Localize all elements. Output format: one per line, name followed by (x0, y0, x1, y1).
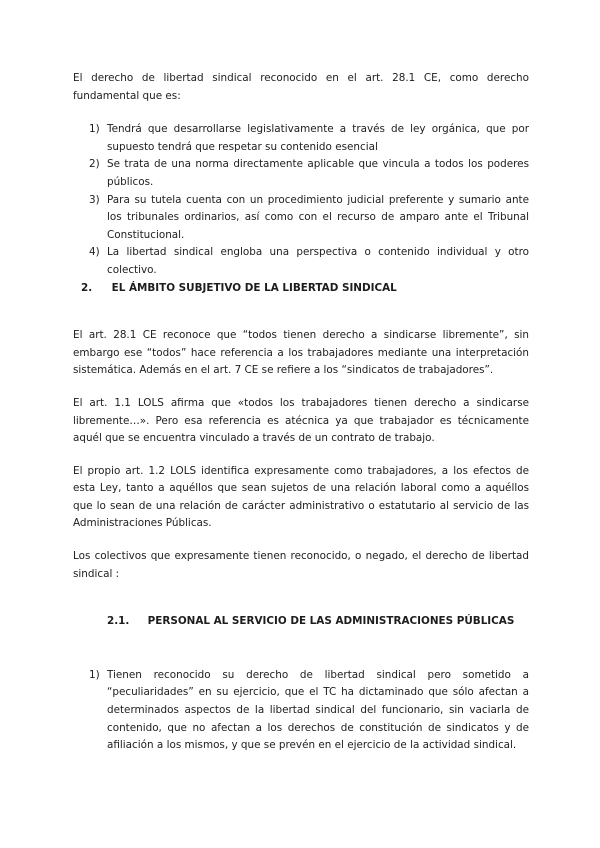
section-heading (73, 280, 529, 298)
list-item-number: 1) (89, 668, 100, 681)
subsection-title: PERSONAL AL SERVICIO DE LAS ADMINISTRACIONES PÚBLICAS (147, 615, 515, 628)
subsection-number: 2.1. (107, 615, 130, 628)
public-staff-list (73, 667, 529, 755)
body-paragraph: El propio art. 1.2 LOLS identifica expresamente como trabajadores, a los efectos de esta Ley, tanto a aquéllos que sean sujetos de una relación laboral como a aquéllos que lo sean de una relación de carácter administrativo o estatutario al servicio de las Administraciones Públicas. (73, 464, 529, 530)
list-item (73, 667, 529, 755)
list-item-text: Se trata de una norma directamente aplicable que vincula a todos los poderes públicos. (107, 158, 529, 188)
document-page (73, 70, 529, 755)
body-paragraph: Los colectivos que expresamente tienen reconocido, o negado, el derecho de libertad sindical : (73, 550, 529, 580)
list-item-text: Tienen reconocido su derecho de libertad sindical pero sometido a “peculiaridades” en su ejercicio, que el TC ha dictaminado que sólo afectan a determinados aspectos de la libertad sindical del funcionario, sin vaciarla de contenido, que no afectan a los derechos de constitución de sindicatos y de afiliación a los mismos, y que se prevén en el ejercicio de la actividad sindical. (107, 668, 529, 752)
list-item (73, 156, 529, 191)
list-item-number: 4) (89, 246, 100, 259)
intro-paragraph: El derecho de libertad sindical reconocido en el art. 28.1 CE, como derecho fundamental que es: (73, 72, 529, 102)
list-item-number: 1) (89, 123, 100, 136)
list-item (73, 244, 529, 279)
list-item (73, 192, 529, 245)
body-paragraph: El art. 28.1 CE reconoce que “todos tienen derecho a sindicarse libremente”, sin embargo ese “todos” hace referencia a los trabajadores mediante una interpretación sistemática. Además en el art. 7 CE se refiere a los “sindicatos de trabajadores”. (73, 329, 529, 377)
features-list (73, 121, 529, 279)
list-item-text: Para su tutela cuenta con un procedimiento judicial preferente y sumario ante los tribunales ordinarios, así como con el recurso de amparo ante el Tribunal Constitucional. (107, 193, 529, 241)
section-number: 2. (81, 281, 93, 294)
section-title: EL ÁMBITO SUBJETIVO DE LA LIBERTAD SINDICAL (111, 281, 397, 294)
list-item-number: 2) (89, 158, 100, 171)
list-item-number: 3) (89, 193, 100, 206)
subsection-heading (73, 613, 529, 631)
list-item-text: La libertad sindical engloba una perspectiva o contenido individual y otro colectivo. (107, 246, 529, 276)
list-item (73, 121, 529, 156)
list-item-text: Tendrá que desarrollarse legislativamente a través de ley orgánica, que por supuesto tendrá que respetar su contenido esencial (107, 123, 529, 153)
body-paragraph: El art. 1.1 LOLS afirma que «todos los trabajadores tienen derecho a sindicarse libremente…». Pero esa referencia es atécnica ya que trabajador es técnicamente aquél que se encuentra vinculado a través de un contrato de trabajo. (73, 396, 529, 445)
